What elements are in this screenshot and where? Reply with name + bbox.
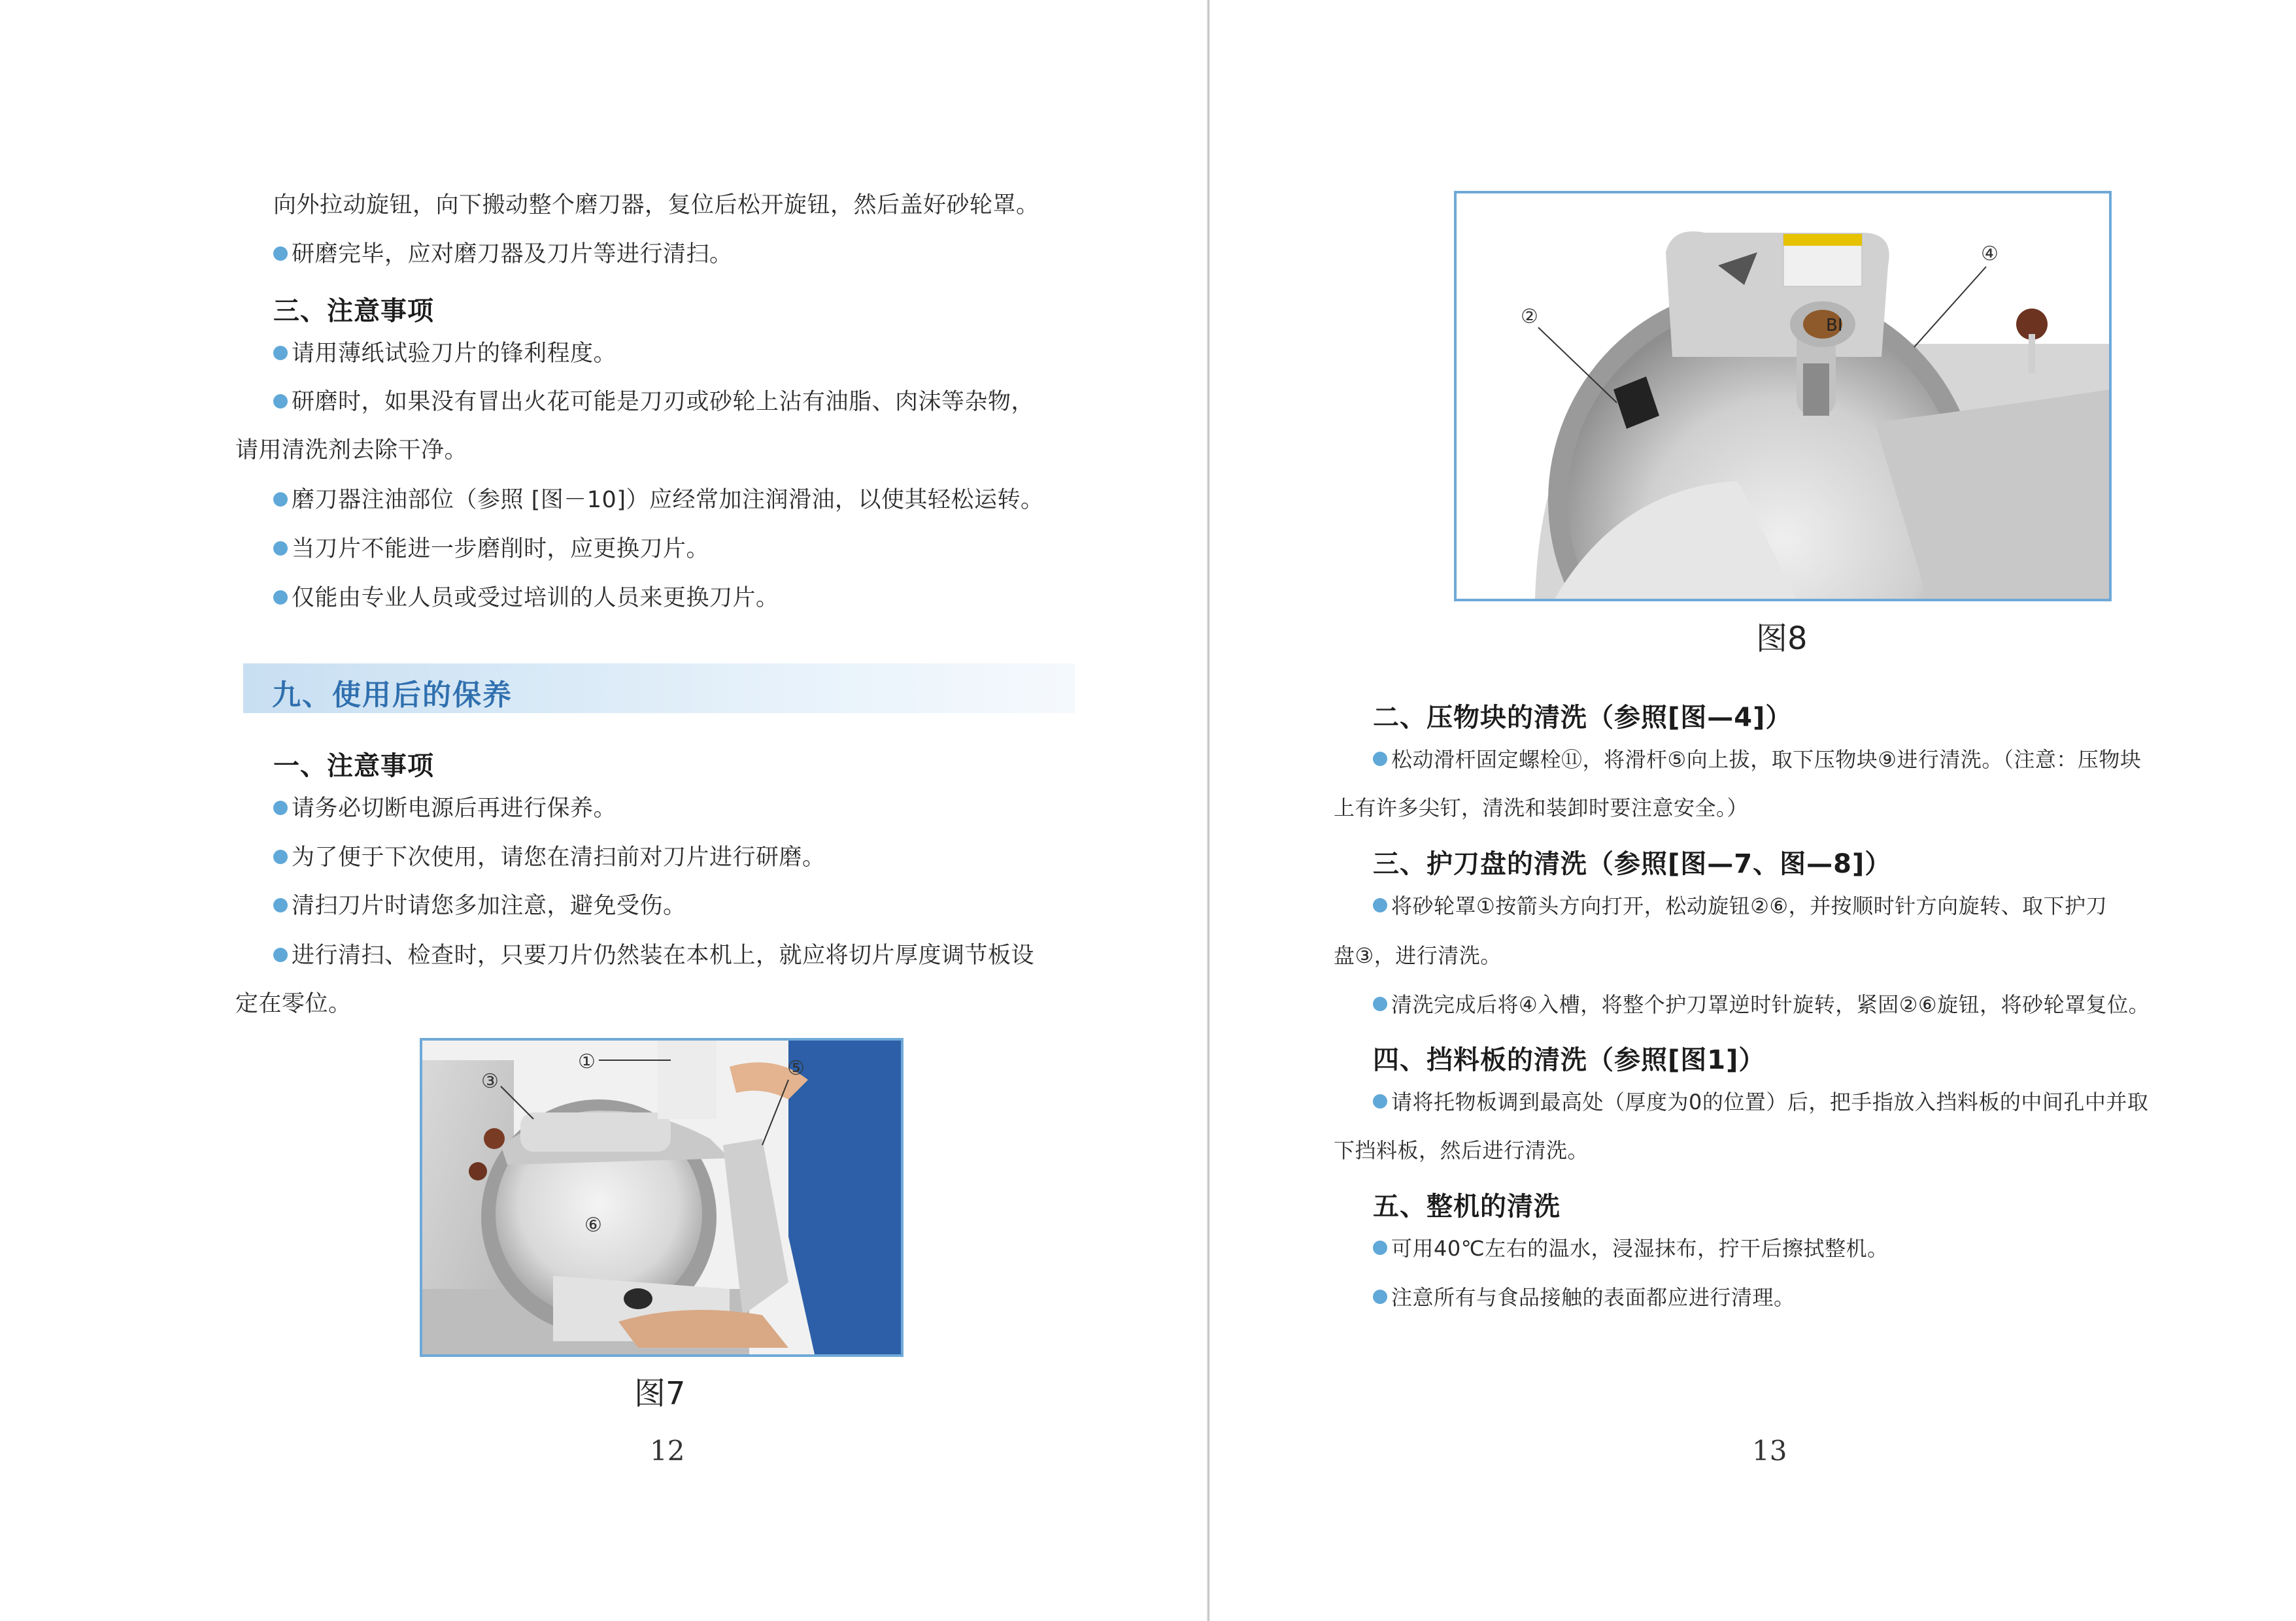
bullet-line: 进行清扫、检查时，只要刀片仍然装在本机上，就应将切片厚度调节板设 <box>273 941 1034 970</box>
bullet-dot-icon <box>1373 898 1387 912</box>
heading-notes-1: 一、注意事项 <box>273 751 434 781</box>
text-line: 下挡料板，然后进行清洗。 <box>1334 1138 1589 1163</box>
bullet-line: 为了便于下次使用，请您在清扫前对刀片进行研磨。 <box>273 843 826 872</box>
figure-8-photo <box>1454 191 2112 601</box>
text-line: 向外拉动旋钮，向下搬动整个磨刀器，复位后松开旋钮，然后盖好砂轮罩。 <box>273 192 1039 218</box>
bullet-dot-icon <box>1373 752 1387 766</box>
bullet-dot-icon <box>273 801 288 815</box>
bullet-line: 研磨完毕，应对磨刀器及刀片等进行清扫。 <box>273 240 733 269</box>
bullet-line: 请务必切断电源后再进行保养。 <box>273 794 616 823</box>
bullet-line: 将砂轮罩①按箭头方向打开，松动旋钮②⑥，并按顺时针方向旋转、取下护刀 <box>1373 892 2107 920</box>
callout-6: ⑥ <box>584 1214 602 1237</box>
heading-notes: 三、注意事项 <box>273 296 434 326</box>
bullet-dot-icon <box>1373 1290 1387 1304</box>
bullet-line: 清洗完成后将④入槽，将整个护刀罩逆时针旋转，紧固②⑥旋钮，将砂轮罩复位。 <box>1373 990 2150 1019</box>
bullet-line: 请用薄纸试验刀片的锋利程度。 <box>273 339 616 368</box>
callout-2: ② <box>1521 305 1538 328</box>
bullet-dot-icon <box>1373 997 1387 1011</box>
page-number-13: 13 <box>1752 1435 1787 1467</box>
heading-section-3: 三、护刀盘的清洗（参照[图—7、图—8]） <box>1373 849 1892 879</box>
page-number-12: 12 <box>650 1435 685 1467</box>
heading-section-2: 二、压物块的清洗（参照[图—4]） <box>1373 703 1793 733</box>
bullet-dot-icon <box>273 541 288 556</box>
bullet-dot-icon <box>273 346 288 360</box>
figure-7-photo <box>420 1038 903 1357</box>
figure-8-caption: 图8 <box>1756 620 1808 657</box>
bullet-line: 研磨时，如果没有冒出火花可能是刀刃或砂轮上沾有油脂、肉沫等杂物， <box>273 388 1034 416</box>
bullet-dot-icon <box>1373 1241 1387 1255</box>
text-line: 请用清洗剂去除干净。 <box>235 437 468 463</box>
heading-section-5: 五、整机的清洗 <box>1373 1192 1561 1222</box>
callout-5: ⑤ <box>787 1057 805 1080</box>
section-title: 九、使用后的保养 <box>272 678 513 712</box>
bullet-line: 注意所有与食品接触的表面都应进行清理。 <box>1373 1283 1795 1312</box>
figure-8-label: BI <box>1826 316 1843 335</box>
section-title-bar <box>243 663 1075 713</box>
text-line: 上有许多尖钉，清洗和装卸时要注意安全。） <box>1334 795 1749 820</box>
bullet-dot-icon <box>273 246 288 261</box>
bullet-line: 磨刀器注油部位（参照 [图－10]）应经常加注润滑油，以使其轻松运转。 <box>273 486 1043 514</box>
text-line: 定在零位。 <box>235 991 352 1017</box>
bullet-line: 当刀片不能进一步磨削时，应更换刀片。 <box>273 535 709 563</box>
bullet-dot-icon <box>273 590 288 605</box>
bullet-dot-icon <box>1373 1094 1387 1109</box>
heading-section-4: 四、挡料板的清洗（参照[图1]） <box>1373 1045 1766 1075</box>
bullet-dot-icon <box>273 948 288 962</box>
text-line: 盘③，进行清洗。 <box>1334 943 1502 968</box>
bullet-dot-icon <box>273 850 288 864</box>
callout-4: ④ <box>1981 242 1999 265</box>
bullet-dot-icon <box>273 492 288 507</box>
bullet-dot-icon <box>273 898 288 912</box>
bullet-dot-icon <box>273 394 288 409</box>
bullet-line: 可用40℃左右的温水，浸湿抹布，拧干后擦拭整机。 <box>1373 1234 1889 1263</box>
bullet-line: 松动滑杆固定螺栓⑪，将滑杆⑤向上拔，取下压物块⑨进行清洗。（注意：压物块 <box>1373 745 2141 774</box>
callout-3: ③ <box>481 1070 499 1093</box>
bullet-line: 仅能由专业人员或受过培训的人员来更换刀片。 <box>273 584 779 612</box>
bullet-line: 清扫刀片时请您多加注意，避免受伤。 <box>273 892 686 920</box>
figure-7-caption: 图7 <box>634 1375 686 1412</box>
callout-1: ① <box>578 1050 596 1073</box>
right-page <box>1209 0 2296 1621</box>
bullet-line: 请将托物板调到最高处（厚度为0的位置）后，把手指放入挡料板的中间孔中并取 <box>1373 1088 2148 1116</box>
